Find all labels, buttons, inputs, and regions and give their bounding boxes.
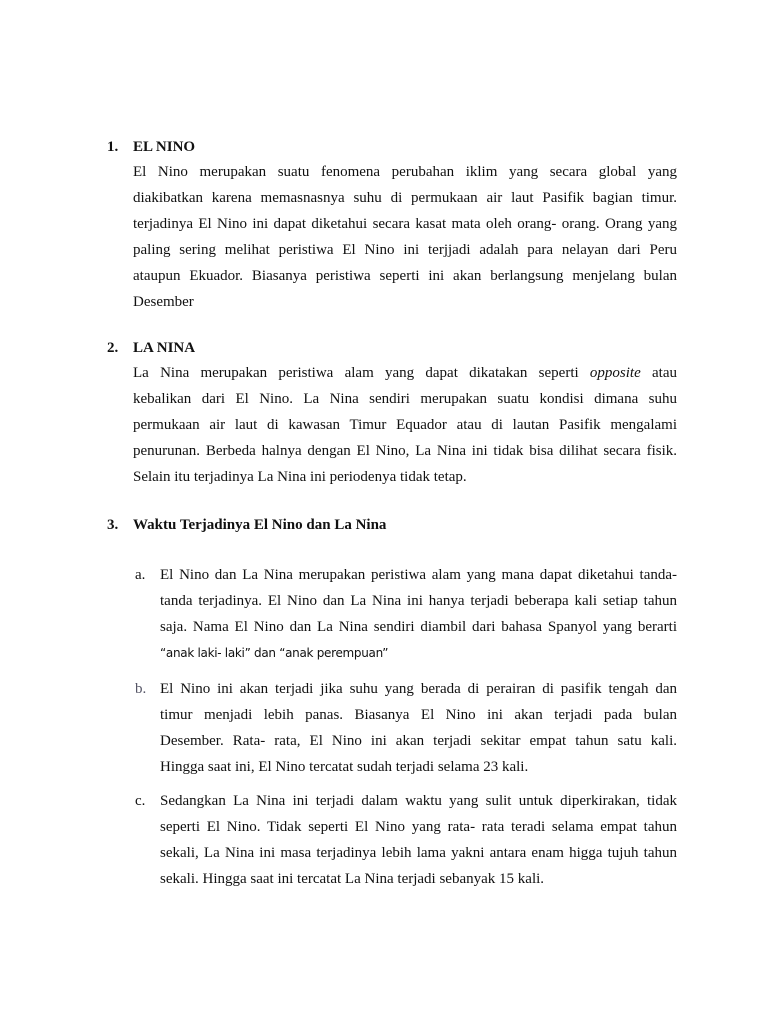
item-line: El Nino ini akan terjadi jika suhu yang berada di perairan di pasifik tengah dan bbox=[160, 681, 677, 697]
item-line: timur menjadi lebih panas. Biasanya El Nino ini akan terjadi pada bulan bbox=[160, 707, 677, 723]
item-line: Hingga saat ini, El Nino tercatat sudah terjadi selama 23 kali. bbox=[160, 759, 529, 775]
line-text: La Nina merupakan peristiwa alam yang dapat dikatakan seperti bbox=[133, 365, 579, 381]
section-number: 1. bbox=[107, 139, 119, 155]
section-number: 2. bbox=[107, 340, 119, 356]
paragraph-line: terjadinya El Nino ini dapat diketahui secara kasat mata oleh orang- orang. Orang yang bbox=[133, 216, 677, 232]
item-line: Desember. Rata- rata, El Nino ini akan terjadi sekitar empat tahun satu kali. bbox=[160, 733, 677, 749]
item-line: saja. Nama El Nino dan La Nina sendiri diambil dari bahasa Spanyol yang berarti bbox=[160, 619, 677, 635]
paragraph-line: diakibatkan karena memasnasnya suhu di permukaan air laut Pasifik bagian timur. bbox=[133, 190, 677, 206]
paragraph-line: El Nino merupakan suatu fenomena perubahan iklim yang secara global yang bbox=[133, 164, 677, 180]
item-line: Sedangkan La Nina ini terjadi dalam waktu yang sulit untuk diperkirakan, tidak bbox=[160, 793, 677, 809]
paragraph-line-first bbox=[133, 360, 677, 386]
item-line-quote: “anak laki- laki” dan “anak perempuan” bbox=[160, 646, 389, 660]
list-item-b bbox=[160, 676, 677, 780]
list-item-c bbox=[160, 788, 677, 892]
el-nino-paragraph bbox=[133, 159, 677, 315]
paragraph-line: kebalikan dari El Nino. La Nina sendiri merupakan suatu kondisi dimana suhu bbox=[133, 391, 677, 407]
item-line: sekali. Hingga saat ini tercatat La Nina terjadi sebanyak 15 kali. bbox=[160, 871, 545, 887]
item-line: tanda terjadinya. El Nino dan La Nina ini hanya terjadi beberapa kali setiap tahun bbox=[160, 593, 677, 609]
list-item-letter: c. bbox=[135, 793, 146, 809]
section-heading: LA NINA bbox=[133, 340, 196, 356]
la-nina-paragraph bbox=[133, 360, 677, 490]
item-line: El Nino dan La Nina merupakan peristiwa alam yang mana dapat diketahui tanda- bbox=[160, 567, 677, 583]
section-heading: Waktu Terjadinya El Nino dan La Nina bbox=[133, 517, 387, 533]
line-text: atau bbox=[652, 365, 677, 381]
paragraph-line: penurunan. Berbeda halnya dengan El Nino, La Nina ini tidak bisa dilihat secara fisik. bbox=[133, 443, 677, 459]
item-line: sekali, La Nina ini masa terjadinya lebih lama yakni antara enam higga tujuh tahun bbox=[160, 845, 677, 861]
section-heading: EL NINO bbox=[133, 139, 196, 155]
list-item-letter: b. bbox=[135, 681, 147, 697]
paragraph-line: permukaan air laut di kawasan Timur Equador atau di lautan Pasifik mengalami bbox=[133, 417, 677, 433]
paragraph-line: Selain itu terjadinya La Nina ini periodenya tidak tetap. bbox=[133, 469, 467, 485]
item-line: seperti El Nino. Tidak seperti El Nino yang rata- rata teradi selama empat tahun bbox=[160, 819, 677, 835]
paragraph-line: paling sering melihat peristiwa El Nino ini terjjadi adalah para nelayan dari Peru bbox=[133, 242, 677, 258]
list-item-letter: a. bbox=[135, 567, 146, 583]
section-number: 3. bbox=[107, 517, 119, 533]
paragraph-line: Desember bbox=[133, 294, 194, 310]
italic-term: opposite bbox=[589, 365, 641, 381]
list-item-a bbox=[160, 562, 677, 666]
paragraph-line: ataupun Ekuador. Biasanya peristiwa seperti ini akan berlangsung menjelang bulan bbox=[133, 268, 677, 284]
